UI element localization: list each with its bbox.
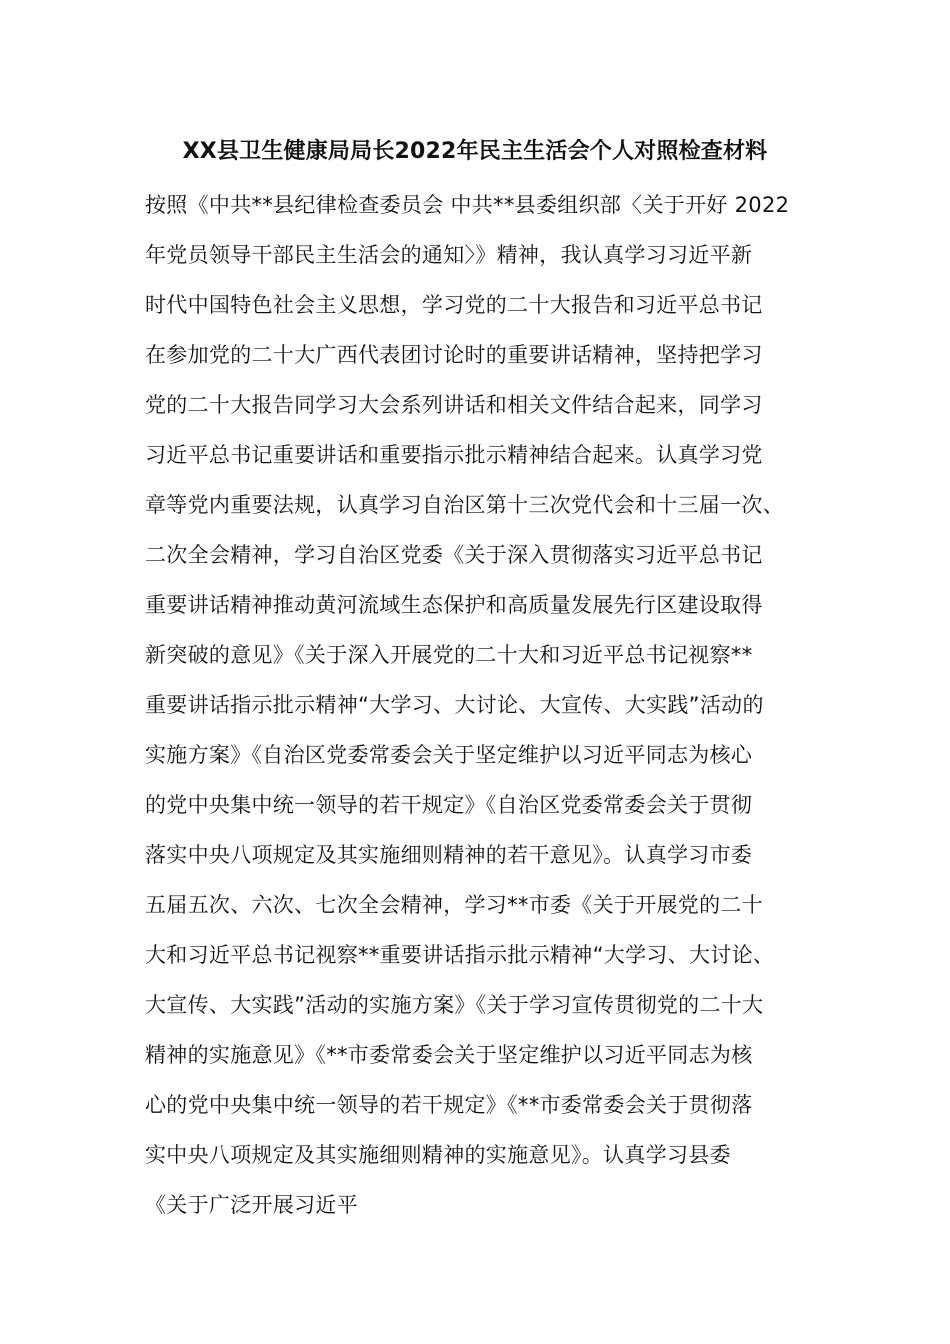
body-line: 时代中国特色社会主义思想，学习党的二十大报告和习近平总书记: [145, 293, 763, 317]
body-line: 重要讲话精神推动黄河流域生态保护和高质量发展先行区建设取得: [145, 593, 763, 617]
body-line: 落实中央八项规定及其实施细则精神的若干意见》。认真学习市委: [145, 843, 753, 867]
body-line: 重要讲话指示批示精神“大学习、大讨论、大宣传、大实践”活动的: [145, 693, 764, 717]
body-line: 大宣传、大实践”活动的实施方案》《关于学习宣传贯彻党的二十大: [145, 993, 764, 1017]
body-line: 实施方案》《自治区党委常委会关于坚定维护以习近平同志为核心: [145, 743, 753, 767]
body-line: 二次全会精神，学习自治区党委《关于深入贯彻落实习近平总书记: [145, 543, 763, 567]
body-line: 精神的实施意见》《**市委常委会关于坚定维护以习近平同志为核: [145, 1043, 753, 1067]
document-body: [145, 180, 835, 1230]
body-line: 实中央八项规定及其实施细则精神的实施意见》。认真学习县委: [145, 1143, 731, 1167]
body-line: 习近平总书记重要讲话和重要指示批示精神结合起来。认真学习党: [145, 443, 763, 467]
body-line: 按照《中共**县纪律检查委员会 中共**县委组织部〈关于开好 2022: [145, 193, 790, 217]
body-line: 年党员领导干部民主生活会的通知〉》精神，我认真学习习近平新: [145, 243, 753, 267]
body-line: 的党中央集中统一领导的若干规定》《自治区党委常委会关于贯彻: [145, 793, 753, 817]
body-line: 五届五次、六次、七次全会精神，学习**市委《关于开展党的二十: [145, 893, 763, 917]
body-line: 章等党内重要法规，认真学习自治区第十三次党代会和十三届一次、: [145, 493, 784, 517]
document-title: XX县卫生健康局局长2022年民主生活会个人对照检查材料: [182, 139, 768, 164]
body-line: 党的二十大报告同学习大会系列讲话和相关文件结合起来，同学习: [145, 393, 763, 417]
body-line: 大和习近平总书记视察**重要讲话指示批示精神“大学习、大讨论、: [145, 943, 775, 967]
body-line: 心的党中央集中统一领导的若干规定》《**市委常委会关于贯彻落: [145, 1093, 753, 1117]
body-line: 新突破的意见》《关于深入开展党的二十大和习近平总书记视察**: [145, 643, 753, 667]
body-line: 在参加党的二十大广西代表团讨论时的重要讲话精神，坚持把学习: [145, 343, 763, 367]
body-line: 《关于广泛开展习近平: [145, 1193, 358, 1217]
